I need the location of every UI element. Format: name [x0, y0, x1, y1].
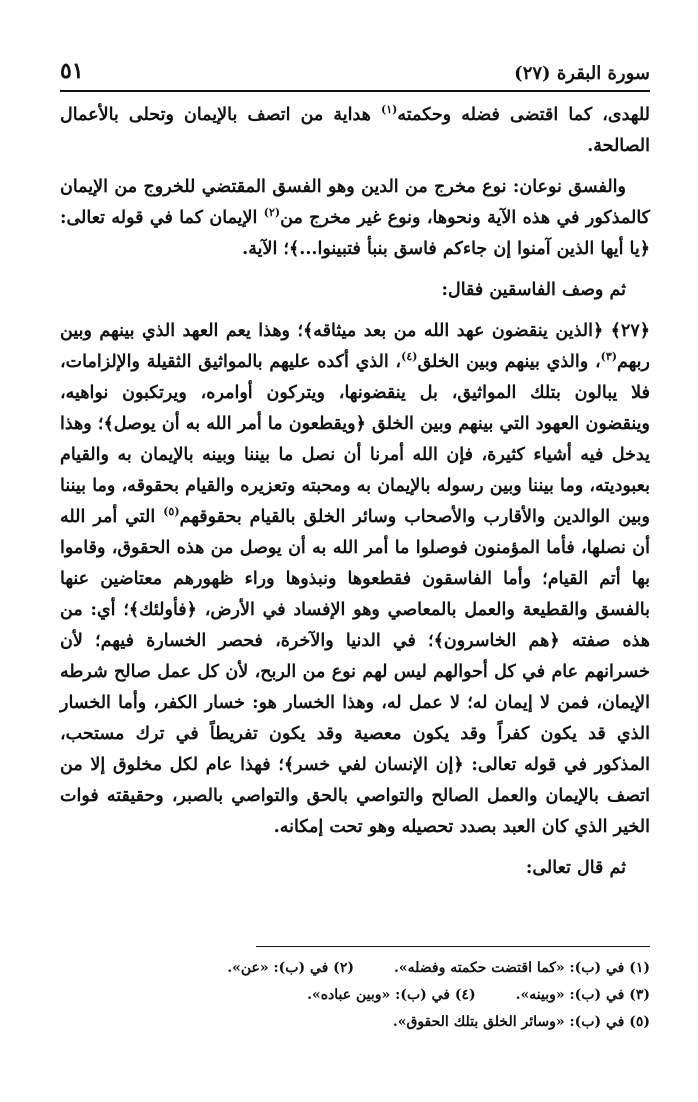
page-header — [60, 54, 650, 84]
paragraph: ثم قال تعالى: — [525, 858, 626, 878]
footnote-3: (٣) في (ب): «وبينه». — [515, 986, 650, 1003]
verse-paragraph: ﴿٢٧﴾ ﴿الذين ينقضون عهد الله من بعد ميثاقه﴾؛ وهذا يعم العهد الذي بينهم وبين ربهم$^{(٣)}$، والذي بينهم وبين الخلق$^{(٤)}$، الذي أكده عليهم بالمواثيق الثقيلة والإلزامات، فلا يبالون بتلك المواثيق، بل ينقضونها، ويتركون أوامره، ويرتكبون نواهيه، وينقضون العهود التي بينهم وبين الخلق ﴿ويقطعون ما أمر الله به أن يوصل﴾؛ وهذا يدخل فيه أشياء كثيرة، فإن الله أمرنا أن نصل ما بيننا وبينه بالإيمان به والقيام بعبوديته، وما بيننا وبين رسوله بالإيمان به ومحبته وتعزيره والقيام بحقوقه، وما بيننا وبين الوالدين والأقارب والأصحاب وسائر الخلق بالقيام بحقوقهم$^{(٥)}$ التي أمر الله أن نصلها، فأما المؤمنون فوصلوا ما أمر الله به أن يوصل من هذه الحقوق، وقاموا بها أتم القيام؛ وأما الفاسقون فقطعوها ونبذوها وراء ظهورهم معتاضين عنها بالفسق والقطيعة والعمل بالمعاصي وهو الإفساد في الأرض، ﴿فأولئك﴾؛ أي: من هذه صفته ﴿هم الخاسرون﴾؛ في الدنيا والآخرة، فحصر الخسارة فيهم؛ لأن خسرانهم عام في كل أحوالهم ليس لهم نوع من الربح، لأن كل عمل صالح شرطه الإيمان، فمن لا إيمان له؛ لا عمل له، وهذا الخسار هو: خسار الكفر، وأما الخسار الذي قد يكون كفراً وقد يكون معصية وقد يكون تفريطاً في ترك مستحب، المذكور في قوله تعالى: ﴿إن الإنسان لفي خسر﴾؛ فهذا عام لكل مخلوق إلا من اتصف بالإيمان والعمل الصالح والتواصي بالحق والتواصي بالصبر، وحقيقته فوات الخير الذي كان العبد بصدد تحصيله وهو تحت إمكانه. — [60, 321, 650, 837]
footnote-4: (٤) في (ب): «وبين عباده». — [307, 986, 476, 1003]
paragraph: للهدى، كما اقتضى فضله وحكمته$^{(١)}$ هداية من اتصف بالإيمان وتحلى بالأعمال الصالحة. — [60, 103, 650, 156]
page-number: ٥١ — [60, 58, 84, 84]
footnote-2: (٢) في (ب): «عن». — [227, 959, 354, 976]
footnote-row — [60, 981, 650, 1008]
page-body — [60, 100, 650, 894]
footnote-rule — [256, 946, 650, 947]
header-rule — [60, 90, 650, 92]
chapter-title: سورة البقرة (٢٧) — [514, 63, 650, 84]
paragraph: والفسق نوعان: نوع مخرج من الدين وهو الفسق المقتضي للخروج من الإيمان كالمذكور في هذه الآية ونحوها، ونوع غير مخرج من$^{(٢)}$ الإيمان كما في قوله تعالى: ﴿يا أيها الذين آمنوا إن جاءكم فاسق بنبأ فتبينوا...﴾؛ الآية. — [60, 177, 650, 259]
footnote-1: (١) في (ب): «كما اقتضت حكمته وفضله». — [393, 959, 650, 976]
footnote-5: (٥) في (ب): «وسائر الخلق بتلك الحقوق». — [392, 1013, 650, 1030]
footnote-row — [60, 954, 650, 981]
paragraph: ثم وصف الفاسقين فقال: — [441, 280, 626, 300]
footnotes — [60, 954, 650, 1035]
footnote-row — [60, 1008, 650, 1035]
